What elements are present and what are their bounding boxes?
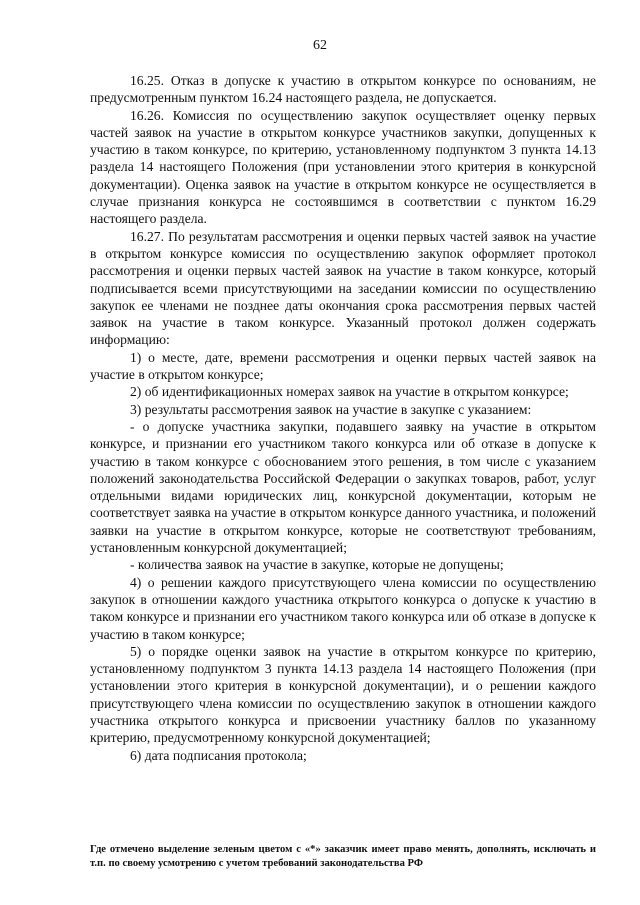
paragraph-16-25: 16.25. Отказ в допуске к участию в открытом конкурсе по основаниям, не предусмотренным пунктом 16.24 настоящего раздела, не допускается.: [90, 73, 596, 106]
footnote: Где отмечено выделение зеленым цветом с «*» заказчик имеет право менять, дополнять, исключать и т.п. по своему усмотрению с учетом требований законодательства РФ: [90, 844, 596, 869]
paragraph-16-26: 16.26. Комиссия по осуществлению закупок осуществляет оценку первых частей заявок на участие в открытом конкурсе участников закупки, допущенных к участию в таком конкурсе, по критерию, установленному подпунктом 3 пункта 14.13 раздела 14 настоящего Положения (при установлении этого критерия в конкурсной документации). Оценка заявок на участие в открытом конкурсе не осуществляется в случае признания конкурса не состоявшимся в соответствии с пунктом 16.29 настоящего раздела.: [90, 107, 596, 227]
list-item-6: 6) дата подписания протокола;: [130, 747, 307, 763]
list-subitem-count: - количества заявок на участие в закупке, которые не допущены;: [130, 557, 504, 573]
list-item-5: 5) о порядке оценки заявок на участие в открытом конкурсе по критерию, установленному подпунктом 3 пункта 14.13 раздела 14 настоящего Положения (при установлении этого критерия в конкурсной документации), и о решении каждого присутствующего члена комиссии по осуществлению закупок в отношении каждого участника открытого конкурса и присвоении участнику баллов по указанному критерию, предусмотренному конкурсной документацией;: [90, 643, 596, 746]
list-item-2: 2) об идентификационных номерах заявок на участие в открытом конкурсе;: [130, 384, 569, 400]
page-number: 62: [313, 38, 327, 53]
list-item-3: 3) результаты рассмотрения заявок на участие в закупке с указанием:: [130, 401, 532, 417]
list-item-1: 1) о месте, дате, времени рассмотрения и оценки первых частей заявок на участие в открытом конкурсе;: [90, 349, 596, 383]
body-text: [90, 72, 596, 764]
list-item-4: 4) о решении каждого присутствующего члена комиссии по осуществлению закупок в отношении каждого участника открытого конкурса о допуске к участию в таком конкурсе и признании его участником такого конкурса или об отказе в допуске к участию в таком конкурсе;: [90, 574, 596, 642]
paragraph-16-27: 16.27. По результатам рассмотрения и оценки первых частей заявок на участие в открытом конкурсе комиссия по осуществлению закупок оформляет протокол рассмотрения и оценки первых частей заявок на участие в таком конкурсе, который подписывается всеми присутствующими на заседании комиссии по осуществлению закупок ее членами не позднее даты окончания срока рассмотрения первых частей заявок на участие в таком конкурсе. Указанный протокол должен содержать информацию:: [90, 228, 596, 348]
list-subitem-admission: - о допуске участника закупки, подавшего заявку на участие в открытом конкурсе, и признании его участником такого конкурса или об отказе в допуске к участию в таком конкурсе с обоснованием этого решения, в том числе с указанием положений законодательства Российской Федерации о закупках товаров, работ, услуг отдельными видами юридических лиц, конкурсной документации, которым не соответствует заявка на участие в открытом конкурсе данного участника, и положений заявки на участие в открытом конкурсе, которые не соответствуют требованиям, установленным конкурсной документацией;: [90, 418, 596, 556]
